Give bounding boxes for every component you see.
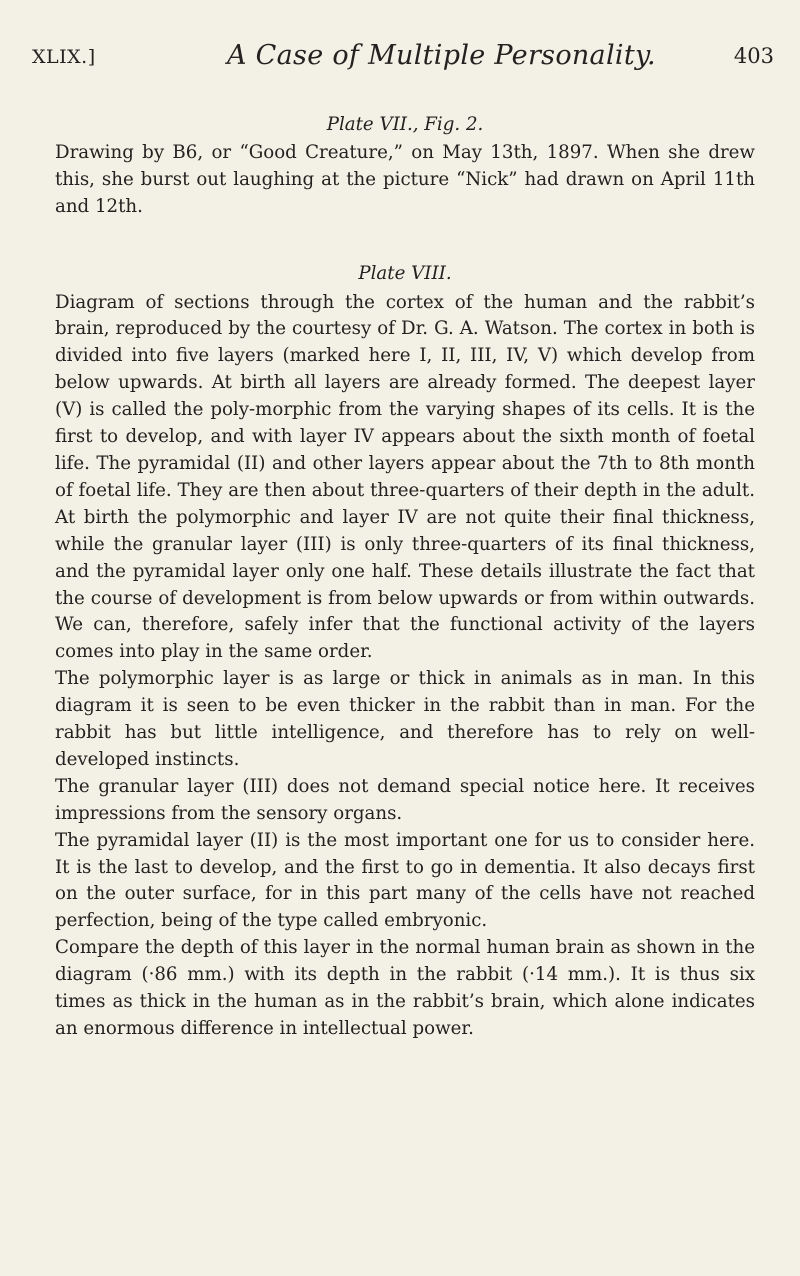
plate-viii-paragraph: Diagram of sections through the cortex of the human and the rabbit’s brain, reproduced by the courtesy of Dr. G. A. Watson. The cortex in both is divided into five layers (marked here I, II, III, IV, V) which develop from below upwards. At birth all layers are already formed. The deepest layer (V) is called the poly-morphic from the varying shapes of its cells. It is the first to develop, and with layer IV appears about the sixth month of foetal life. The pyramidal (II) and other layers appear about the 7th to 8th month of foetal life. They are then about three-quarters of their depth in the adult. At birth the polymorphic and layer IV are not quite their final thickness, while the granular layer (III) is only three-quarters of its final thickness, and the pyramidal layer only one half. These details illustrate the fact that the course of development is from below upwards or from within outwards. We can, therefore, safely infer that the functional activity of the layers comes into play in the same order.	[55, 291, 755, 663]
page-number: 403	[733, 44, 774, 68]
plate-viii-paragraph: Compare the depth of this layer in the normal human brain as shown in the diagram (·86 mm.) with its depth in the rabbit (·14 mm.). It is thus six times as thick in the human as in the rabbit’s brain, which alone indicates an enormous difference in intellectual power.	[55, 937, 755, 1039]
plate-vii-heading: Plate VII., Fig. 2.	[326, 114, 484, 135]
plate-vii-caption: Drawing by B6, or “Good Creature,” on May 13th, 1897. When she drew this, she burst out laughing at the picture “Nick” had drawn on April 11th and 12th.	[55, 141, 755, 217]
plate-viii-paragraph: The polymorphic layer is as large or thick in animals as in man. In this diagram it is seen to be even thicker in the rabbit than in man. For the rabbit has but little intelligence, and therefore has to rely on well-developed instincts.	[55, 668, 755, 770]
running-header	[32, 40, 774, 76]
chapter-number: XLIX.]	[32, 46, 96, 68]
plate-viii-paragraph: The granular layer (III) does not demand special notice here. It receives impressions from the sensory organs.	[55, 775, 755, 824]
page-body	[55, 112, 755, 1043]
plate-viii-paragraph: The pyramidal layer (II) is the most important one for us to consider here. It is the last to develop, and the first to go in dementia. It also decays first on the outer surface, for in this part many of the cells have not reached perfection, being of the type called embryonic.	[55, 829, 755, 932]
running-title: A Case of Multiple Personality.	[227, 40, 656, 71]
plate-viii-heading: Plate VIII.	[358, 262, 452, 284]
